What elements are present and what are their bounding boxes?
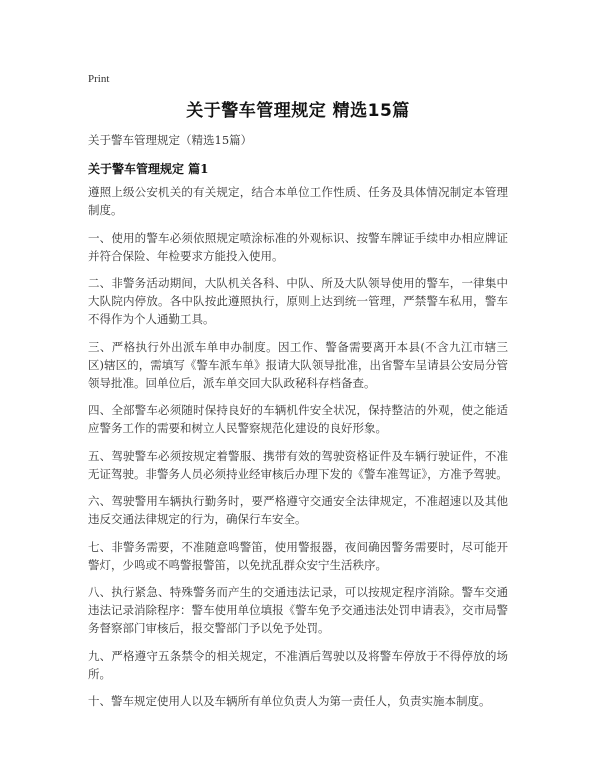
document-subtitle: 关于警车管理规定（精选15篇） — [88, 133, 253, 147]
paragraph: 八、执行紧急、特殊警务而产生的交通违法记录，可以按规定程序消除。警车交通违法记录消除程序：警车使用单位填报《警车免予交通违法处罚申请表》，交市局警务督察部门审核后，报交警部门予以免予处罚。 — [88, 585, 508, 635]
paragraph: 二、非警务活动期间，大队机关各科、中队、所及大队领导使用的警车，一律集中大队院内停放。各中队按此遵照执行，原则上达到统一管理，严禁警车私用，警车不得作为个人通勤工具。 — [88, 276, 508, 326]
paragraph: 九、严格遵守五条禁令的相关规定，不准酒后驾驶以及将警车停放于不得停放的场所。 — [88, 648, 508, 681]
paragraph: 六、驾驶警用车辆执行勤务时，要严格遵守交通安全法律规定，不准超速以及其他违反交通法律规定的行为，确保行车安全。 — [88, 494, 508, 526]
paragraph: 五、驾驶警车必须按规定着警服、携带有效的驾驶资格证件及车辆行驶证件，不准无证驾驶。非警务人员必须持业经审核后办理下发的《警车准驾证》，方准予驾驶。 — [88, 448, 508, 481]
print-link[interactable]: Print — [88, 73, 110, 85]
paragraph: 四、全部警车必须随时保持良好的车辆机件安全状况，保持整洁的外观，使之能适应警务工作的需要和树立人民警察规范化建设的良好形象。 — [88, 403, 508, 435]
document-body — [88, 183, 508, 720]
paragraph: 七、非警务需要，不准随意鸣警笛，使用警报器，夜间确因警务需要时，尽可能开警灯，少鸣或不鸣警报警笛，以免扰乱群众安宁生活秩序。 — [88, 539, 508, 572]
paragraph: 十、警车规定使用人以及车辆所有单位负责人为第一责任人，负责实施本制度。 — [88, 694, 491, 708]
paragraph: 三、严格执行外出派车单申办制度。因工作、警备需要离开本县(不含九江市辖三区)辖区的，需填写《警车派车单》报请大队领导批准，出省警车呈请县公安局分管领导批准。回单位后，派车单交回大队政秘科存档备查。 — [88, 339, 508, 390]
paragraph: 遵照上级公安机关的有关规定，结合本单位工作性质、任务及具体情况制定本管理制度。 — [88, 185, 508, 217]
section-heading: 关于警车管理规定 篇1 — [88, 162, 209, 176]
paragraph: 一、使用的警车必须依照规定喷涂标准的外观标识、按警车牌证手续申办相应牌证并符合保险、年检要求方能投入使用。 — [88, 230, 508, 263]
page-title: 关于警车管理规定 精选15篇 — [186, 101, 410, 121]
